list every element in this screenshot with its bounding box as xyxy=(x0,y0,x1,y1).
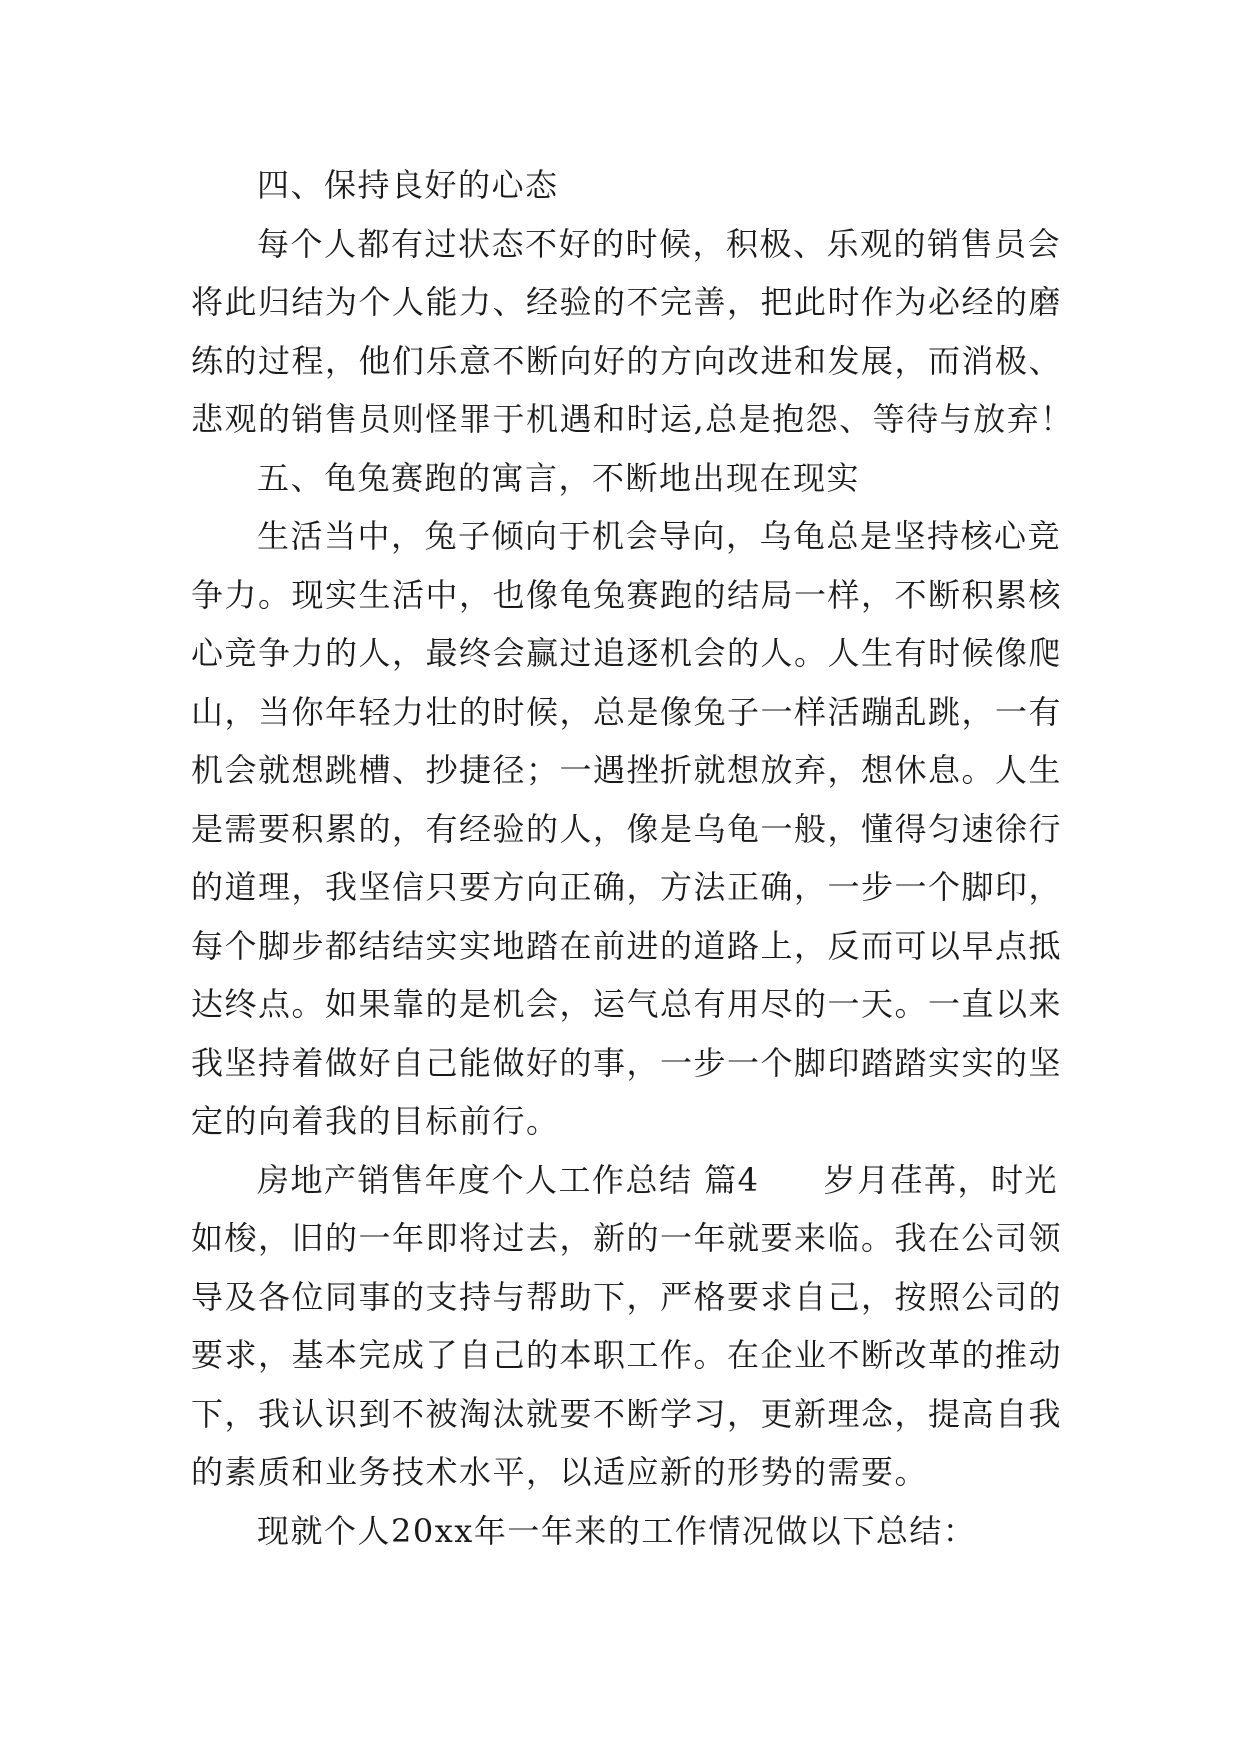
paragraph-line: 如梭，旧的一年即将过去，新的一年就要来临。我在公司领 xyxy=(191,1219,1063,1257)
paragraph-line: 心竞争力的人，最终会赢过追逐机会的人。人生有时候像爬 xyxy=(191,634,1063,672)
paragraph-line: 达终点。如果靠的是机会，运气总有用尽的一天。一直以来 xyxy=(191,985,1063,1023)
paragraph-line: 要求，基本完成了自己的本职工作。在企业不断改革的推动 xyxy=(191,1336,1063,1374)
paragraph-line: 下，我认识到不被淘汰就要不断学习，更新理念，提高自我 xyxy=(191,1394,1063,1433)
section-heading-4: 四、保持良好的心态 xyxy=(257,166,559,204)
summary-line: 现就个人20xx年一年来的工作情况做以下总结： xyxy=(257,1511,977,1550)
paragraph-line: 机会就想跳槽、抄捷径；一遇挫折就想放弃，想休息。人生 xyxy=(191,751,1063,789)
paragraph-line: 将此归结为个人能力、经验的不完善，把此时作为必经的磨 xyxy=(191,283,1063,321)
section-heading-5: 五、龟兔赛跑的寓言，不断地出现在现实 xyxy=(257,458,861,497)
paragraph-line: 的道理，我坚信只要方向正确，方法正确，一步一个脚印， xyxy=(191,868,1063,906)
paragraph-line: 每个脚步都结结实实地踏在前进的道路上，反而可以早点抵 xyxy=(191,926,1063,965)
paragraph-line: 的素质和业务技术水平，以适应新的形势的需要。 xyxy=(191,1453,929,1491)
section-4-title: 房地产销售年度个人工作总结 篇4 xyxy=(257,1160,760,1199)
paragraph-line: 定的向着我的目标前行。 xyxy=(191,1102,560,1140)
paragraph-line: 山，当你年轻力壮的时候，总是像兔子一样活蹦乱跳，一有 xyxy=(191,692,1063,731)
paragraph-line: 我坚持着做好自己能做好的事，一步一个脚印踏踏实实的坚 xyxy=(191,1043,1063,1082)
paragraph-line: 每个人都有过状态不好的时候，积极、乐观的销售员会 xyxy=(257,224,1062,263)
paragraph-line: 练的过程，他们乐意不断向好的方向改进和发展，而消极、 xyxy=(191,341,1063,380)
section-4-first-line-rest: 岁月荏苒，时光 xyxy=(823,1160,1059,1199)
document-body xyxy=(191,156,1074,1560)
paragraph-line: 导及各位同事的支持与帮助下，严格要求自己，按照公司的 xyxy=(191,1277,1063,1316)
paragraph-line: 争力。现实生活中，也像龟兔赛跑的结局一样，不断积累核 xyxy=(191,575,1063,614)
paragraph-line: 悲观的销售员则怪罪于机遇和时运,总是抱怨、等待与放弃！ xyxy=(191,400,1074,438)
paragraph-line: 生活当中，兔子倾向于机会导向，乌龟总是坚持核心竞 xyxy=(257,517,1062,555)
paragraph-line: 是需要积累的，有经验的人，像是乌龟一般，懂得匀速徐行 xyxy=(191,809,1063,848)
section-4-first-line xyxy=(191,1151,1061,1210)
